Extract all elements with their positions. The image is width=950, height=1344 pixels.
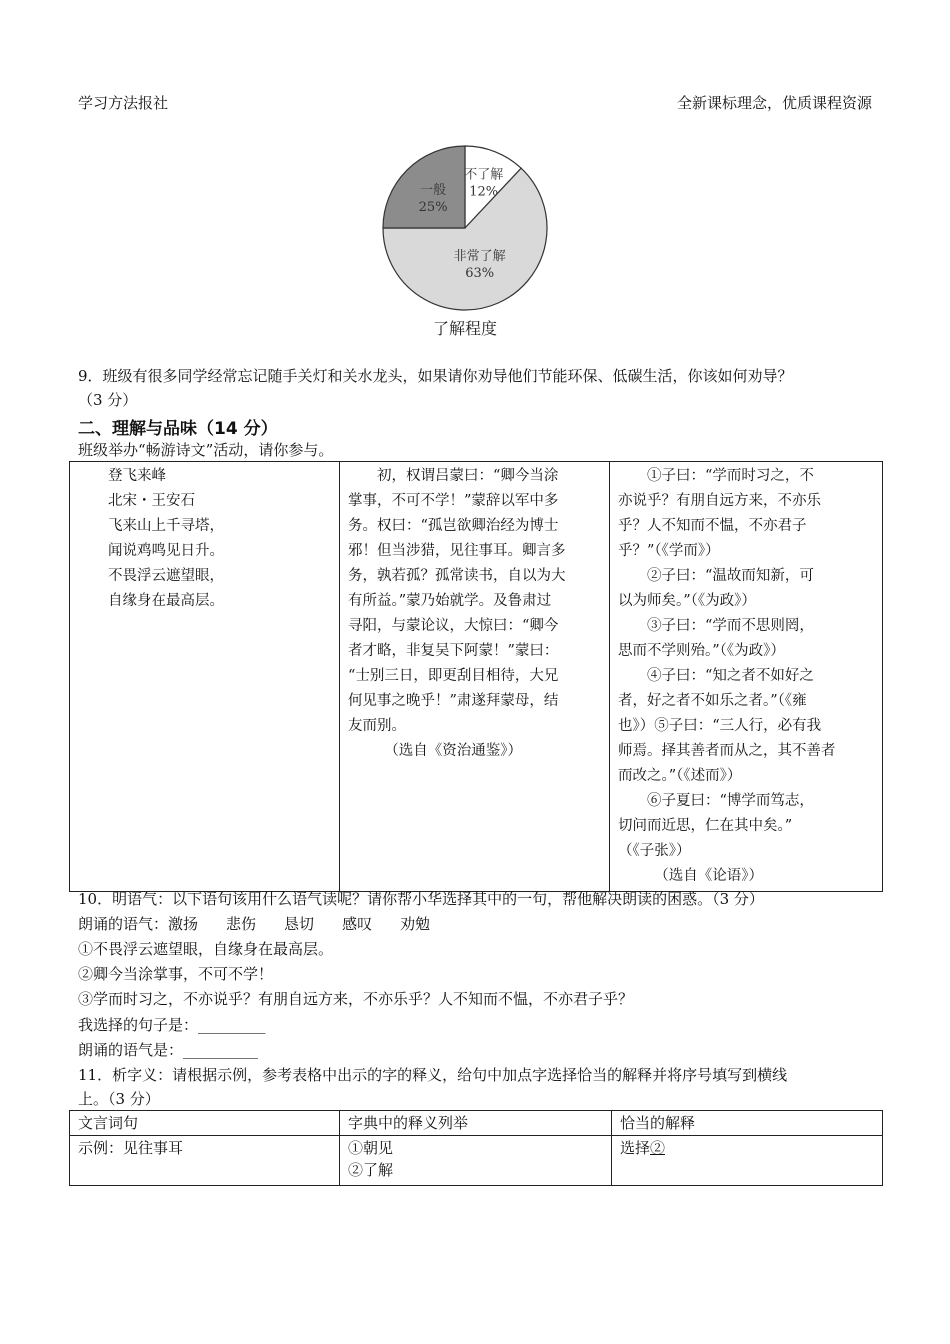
table-row	[70, 1136, 883, 1186]
passage-line: 有所益。”蒙乃始就学。及鲁肃过	[348, 593, 552, 609]
q11-line1: 11．析字义：请根据示例，参考表格中出示的字的释义，给句中加点字选择恰当的解释并将序号填写到横线	[78, 1066, 788, 1084]
passage-line: 友而别。	[348, 718, 406, 734]
tone-option: 激扬	[168, 915, 199, 933]
header-cell: 恰当的解释	[612, 1111, 883, 1136]
q9-line2: （3 分）	[78, 391, 138, 409]
analects-line: ②子曰：“温故而知新，可	[618, 568, 814, 584]
answer-value: ②	[650, 1139, 666, 1157]
analects-line: 亦说乎？有朋自远方来，不亦乐	[618, 493, 821, 509]
example-suffix: 事耳	[153, 1139, 184, 1157]
passage-line: 掌事，不可不学！”蒙辞以军中多	[348, 493, 559, 509]
analects-line: ①子曰：“学而时习之，不	[618, 468, 814, 484]
analects-line: ③子曰：“学而不思则罔，	[618, 618, 814, 634]
pie-chart	[370, 138, 560, 338]
table-header-row	[70, 1111, 883, 1136]
poem-line: 闻说鸡鸣见日升。	[108, 543, 224, 559]
poem-line: 飞来山上千寻塔，	[108, 518, 224, 534]
definition-item: ①朝见	[348, 1139, 394, 1157]
poems-table	[69, 461, 883, 892]
analects-line: 乎？人不知而不愠，不亦君子	[618, 518, 807, 534]
section-title: 二、理解与品味（14 分）	[78, 419, 278, 439]
passage-line: 寻阳，与蒙论议，大惊曰：“卿今	[348, 618, 559, 634]
example-cell	[70, 1136, 340, 1186]
analects-line: （《子张》）	[618, 843, 691, 859]
passage-line: 初，权谓吕蒙曰：“卿今当涂	[348, 468, 559, 484]
q11-line2: 上。（3 分）	[78, 1090, 160, 1108]
q10-choice-blank: 我选择的句子是：_________	[78, 1016, 266, 1034]
poem-line: 登飞来峰	[108, 468, 166, 484]
q9-line1: 9．班级有很多同学经常忘记随手关灯和关水龙头，如果请你劝导他们节能环保、低碳生活，你该如何劝导？	[78, 367, 793, 385]
header-cell: 文言词句	[70, 1111, 340, 1136]
passage-line: 务，孰若孤？孤常读书，自以为大	[348, 568, 566, 584]
analects-line: 也》）⑤子曰：“三人行，必有我	[618, 718, 822, 734]
tones-label: 朗诵的语气：	[78, 915, 169, 933]
example-prefix: 示例：见	[78, 1139, 139, 1157]
tone-option: 悲伤	[226, 915, 257, 933]
section-intro: 班级举办“畅游诗文”活动，请你参与。	[78, 441, 334, 459]
analects-line: 切问而近思，仁在其中矣。”	[618, 818, 793, 834]
passage-line: 务。权曰：“孤岂欲卿治经为博士	[348, 518, 559, 534]
q10-tones-row	[78, 912, 430, 936]
analects-line: ④子曰：“知之者不如好之	[618, 668, 814, 684]
tone-option: 劝勉	[400, 915, 431, 933]
slice-label: 不了解	[464, 167, 504, 183]
slice-percent: 25%	[418, 200, 448, 216]
analects-line: ⑥子夏曰：“博学而笃志，	[618, 793, 814, 809]
q10-sentence-3: ③学而时习之，不亦说乎？有朋自远方来，不亦乐乎？人不知而不愠，不亦君子乎？	[78, 990, 634, 1008]
slice-label: 非常了解	[453, 248, 506, 264]
slice-label: 一般	[420, 183, 447, 199]
poem-line: 北宋・王安石	[108, 493, 195, 509]
analects-line: 师焉。择其善者而从之，其不善者	[618, 743, 836, 759]
poem-cell	[70, 462, 340, 892]
passage-line: 何见事之晚乎！”肃遂拜蒙母，结	[348, 693, 559, 709]
q10-sentence-1: ①不畏浮云遮望眼，自缘身在最高层。	[78, 940, 334, 958]
chart-title: 了解程度	[432, 319, 498, 338]
answer-prefix: 选择	[620, 1139, 651, 1157]
answer-cell	[612, 1136, 883, 1186]
passage-cell	[340, 462, 610, 892]
analects-line: 思而不学则殆。”（《为政》）	[618, 643, 785, 659]
q10-tone-blank: 朗诵的语气是：__________	[78, 1041, 259, 1059]
poem-line: 自缘身在最高层。	[108, 593, 224, 609]
passage-line: 者才略，非复吴下阿蒙！”蒙曰：	[348, 643, 559, 659]
tone-option: 恳切	[284, 915, 315, 933]
q10-prompt: 10．明语气：以下语句该用什么语气读呢？请你帮小华选择其中的一句，帮他解决朗读的困惑。（3 分）	[78, 890, 764, 908]
analects-line: 者，好之者不如乐之者。”（《雍	[618, 693, 807, 709]
passage-line: “士别三日，即更刮目相待，大兄	[348, 668, 559, 684]
definition-item: ②了解	[348, 1161, 394, 1179]
tone-option: 感叹	[342, 915, 373, 933]
q10-sentence-2: ②卿今当涂掌事，不可不学！	[78, 965, 274, 983]
header-cell: 字典中的释义列举	[340, 1111, 612, 1136]
analects-cell	[610, 462, 883, 892]
header-left: 学习方法报社	[78, 94, 169, 112]
poem-line: 不畏浮云遮望眼，	[108, 568, 224, 584]
slice-percent: 12%	[469, 184, 499, 200]
analects-line: 而改之。”（《述而》）	[618, 768, 742, 784]
analects-source: （选自《论语》）	[618, 868, 763, 884]
slice-percent: 63%	[465, 265, 495, 281]
definitions-cell	[340, 1136, 612, 1186]
dotted-character: 往	[138, 1139, 154, 1157]
passage-line: 邪！但当涉猎，见往事耳。卿言多	[348, 543, 566, 559]
header-right: 全新课标理念，优质课程资源	[676, 94, 872, 112]
analects-line: 以为师矣。”（《为政》）	[618, 593, 756, 609]
analects-line: 乎？”（《学而》）	[618, 543, 720, 559]
passage-source: （选自《资治通鉴》）	[348, 743, 522, 759]
dictionary-table	[69, 1110, 883, 1186]
